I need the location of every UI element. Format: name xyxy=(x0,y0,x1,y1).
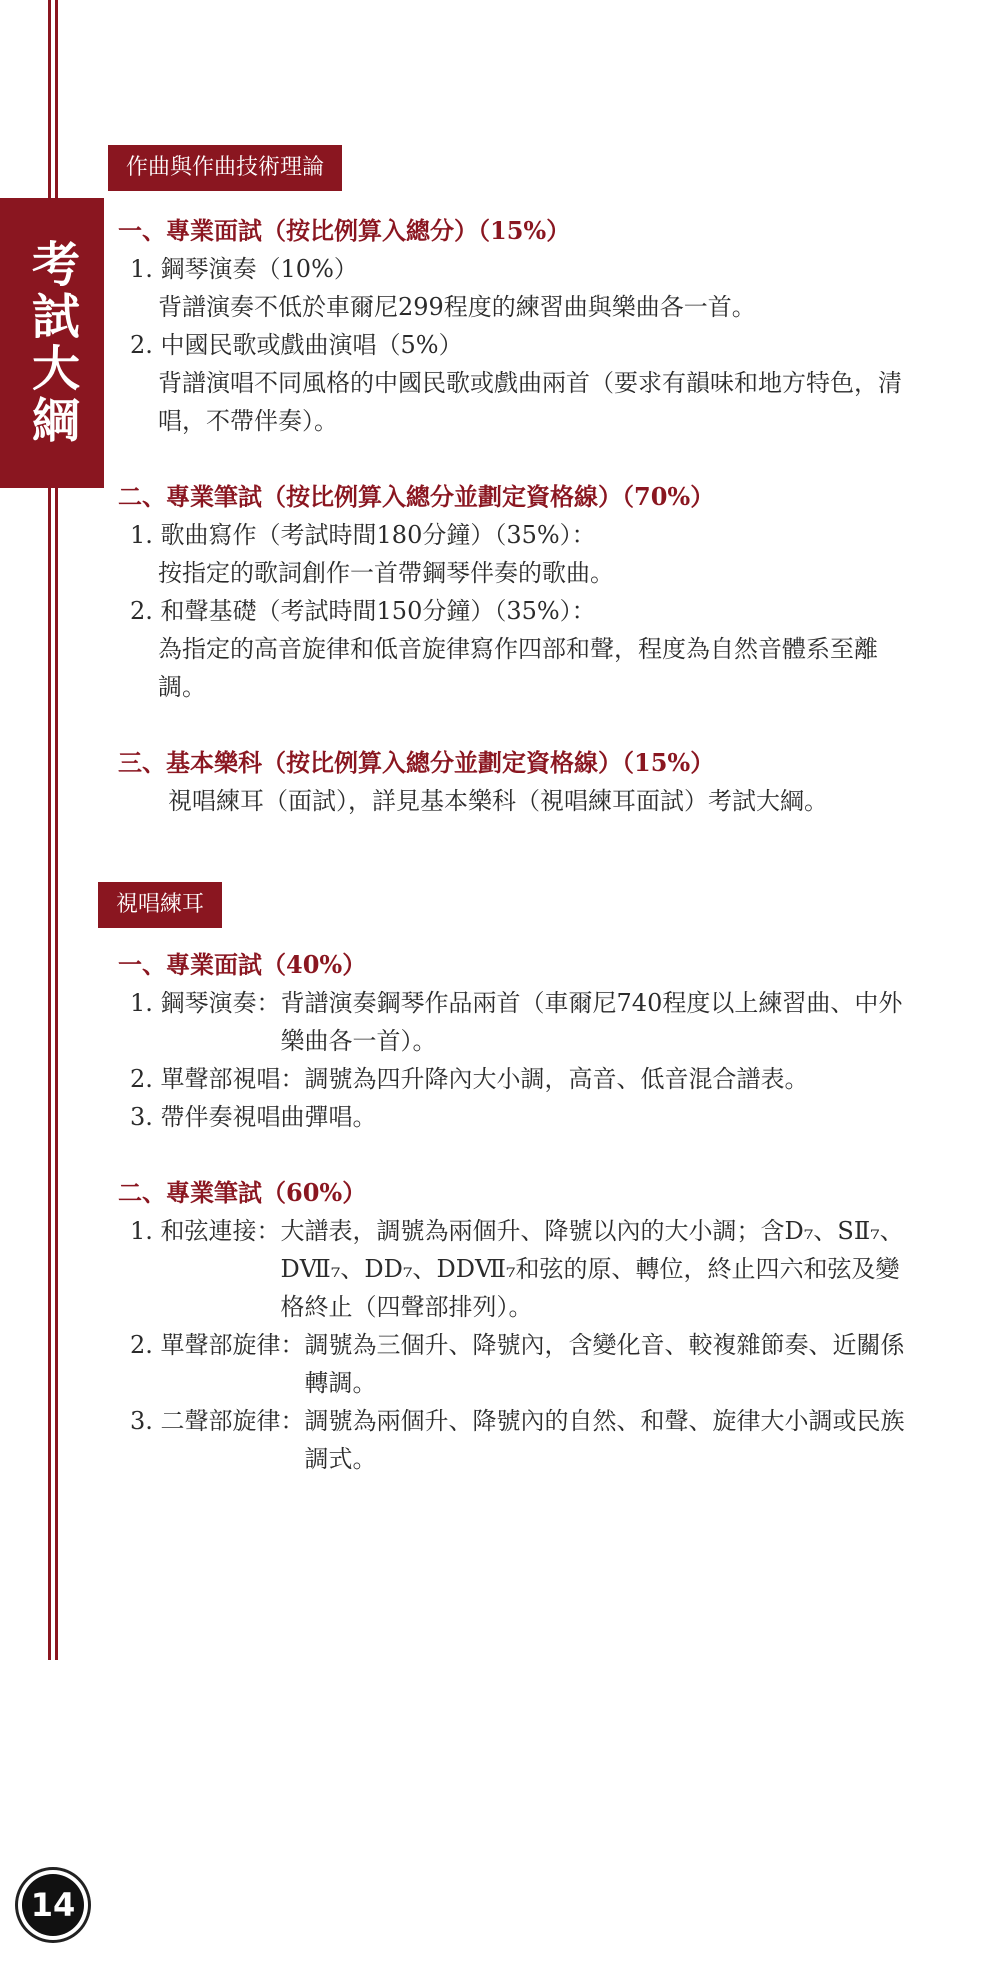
list-item xyxy=(118,1060,918,1098)
list-item xyxy=(118,984,918,1060)
section2-label: 視唱練耳 xyxy=(98,882,222,928)
s2-written-item2-key: 2. 單聲部旋律： xyxy=(130,1331,305,1359)
s1-interview-item2-desc: 背譜演唱不同風格的中國民歌或戲曲兩首（要求有韻味和地方特色，清唱，不帶伴奏）。 xyxy=(158,369,902,435)
s1-written-item2-title: 2. 和聲基礎（考試時間150分鐘）（35%）： xyxy=(130,597,596,625)
s1-basic-heading: 三、基本樂科（按比例算入總分並劃定資格線）（15%） xyxy=(118,748,715,777)
list-item xyxy=(118,1098,918,1136)
s2-interview-item1-value: 背譜演奏鋼琴作品兩首（車爾尼740程度以上練習曲、中外樂曲各一首）。 xyxy=(280,989,903,1055)
section1-label: 作曲與作曲技術理論 xyxy=(108,145,342,191)
s1-interview-item2-title: 2. 中國民歌或戲曲演唱（5%） xyxy=(130,331,463,359)
s2-interview-item2-key: 2. 單聲部視唱： xyxy=(130,1065,305,1093)
s2-interview-item1-key: 1. 鋼琴演奏： xyxy=(130,989,281,1017)
s2-interview-item2-value: 調號為四升降內大小調，高音、低音混合譜表。 xyxy=(304,1065,809,1093)
s2-written-item1-value: 大譜表，調號為兩個升、降號以內的大小調；含D₇、SⅡ₇、DⅦ₇、DD₇、DDⅦ₇和弦的原、轉位，終止四六和弦及變格終止（四聲部排列）。 xyxy=(280,1217,904,1321)
s1-written-item2-desc: 為指定的高音旋律和低音旋律寫作四部和聲，程度為自然音體系至離調。 xyxy=(158,635,878,701)
s1-interview-item1-title: 1. 鋼琴演奏（10%） xyxy=(130,255,358,283)
s2-interview-item3-key: 3. 帶伴奏視唱曲彈唱。 xyxy=(130,1103,377,1131)
s1-interview-heading: 一、專業面試（按比例算入總分）（15%） xyxy=(118,216,571,245)
section2-content xyxy=(118,946,918,1478)
section1-content xyxy=(118,212,918,820)
s1-written-item1-title: 1. 歌曲寫作（考試時間180分鐘）（35%）： xyxy=(130,521,596,549)
s2-written-item3-value: 調號為兩個升、降號內的自然、和聲、旋律大小調或民族調式。 xyxy=(304,1407,905,1473)
s2-interview-heading: 一、專業面試（40%） xyxy=(118,950,367,979)
s2-interview-item3-value xyxy=(377,1098,918,1136)
s2-written-item2-value: 調號為三個升、降號內，含變化音、較複雜節奏、近關係轉調。 xyxy=(304,1331,905,1397)
s2-written-item1-key: 1. 和弦連接： xyxy=(130,1217,281,1245)
sidebar-tab xyxy=(0,198,104,488)
page-number: 14 xyxy=(22,1874,84,1936)
s1-written-heading: 二、專業筆試（按比例算入總分並劃定資格線）（70%） xyxy=(118,482,715,511)
s1-written-item1-desc: 按指定的歌詞創作一首帶鋼琴伴奏的歌曲。 xyxy=(158,559,614,587)
s2-written-item3-key: 3. 二聲部旋律： xyxy=(130,1407,305,1435)
s1-interview-item1-desc: 背譜演奏不低於車爾尼299程度的練習曲與樂曲各一首。 xyxy=(158,293,756,321)
list-item xyxy=(118,1326,918,1402)
s2-written-heading: 二、專業筆試（60%） xyxy=(118,1178,367,1207)
sidebar-label: 考試大綱 xyxy=(23,239,80,447)
s1-basic-desc: 視唱練耳（面試），詳見基本樂科（視唱練耳面試）考試大綱。 xyxy=(168,787,828,815)
list-item xyxy=(118,1212,918,1326)
list-item xyxy=(118,1402,918,1478)
